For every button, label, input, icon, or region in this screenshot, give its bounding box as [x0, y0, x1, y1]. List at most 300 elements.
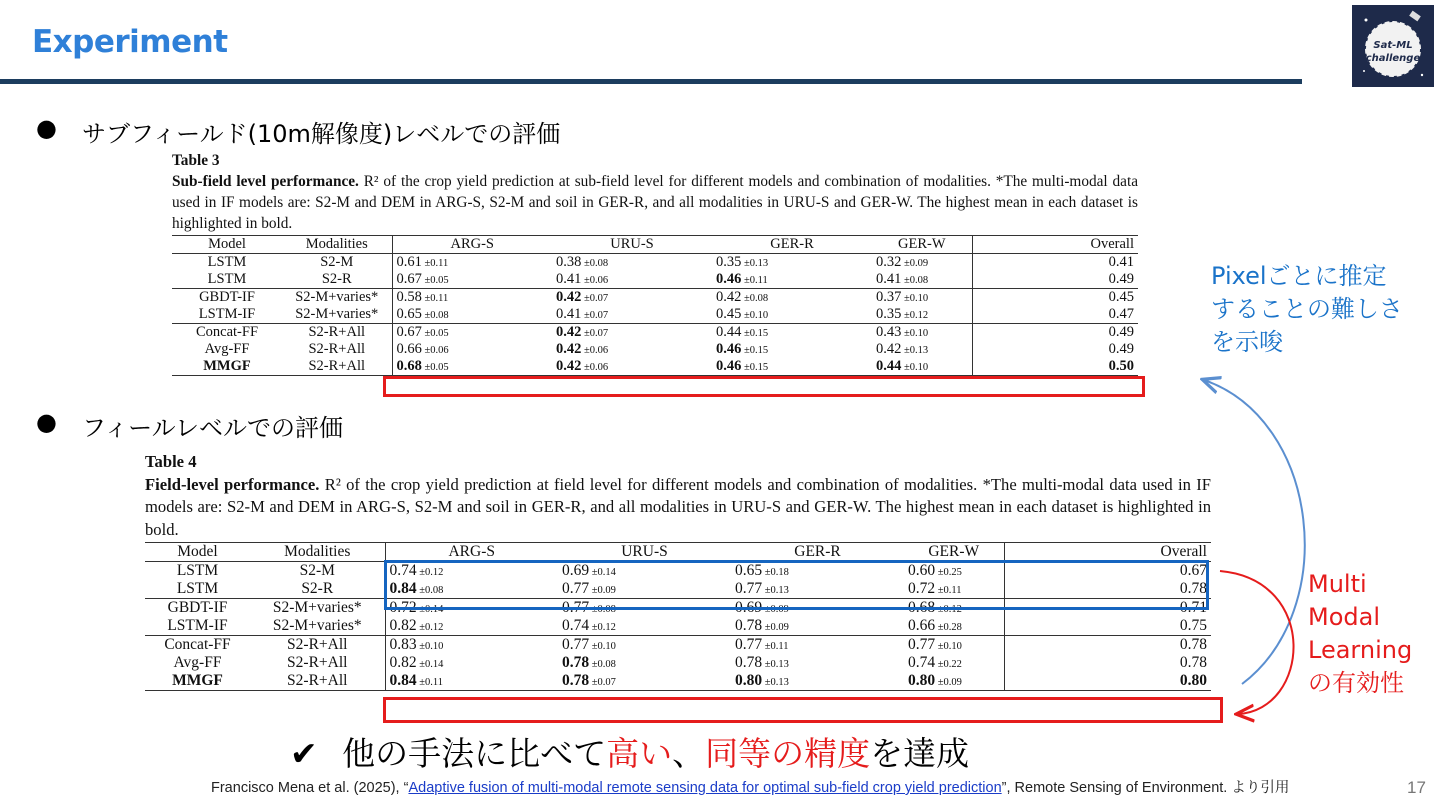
title-divider	[0, 79, 1302, 84]
modalities-cell-value: S2-R+All	[308, 341, 366, 357]
model-cell	[145, 617, 250, 636]
score-cell	[872, 324, 972, 342]
overall-cell	[972, 324, 1138, 342]
column-header: Model	[145, 543, 250, 562]
score-std: ±0.18	[762, 567, 789, 578]
score-std: ±0.05	[421, 328, 449, 339]
score-std: ±0.11	[416, 677, 443, 688]
score-std: ±0.28	[935, 622, 962, 633]
score-std: ±0.10	[901, 293, 929, 304]
score-mean: 0.35	[716, 254, 742, 270]
score-cell	[872, 341, 972, 358]
column-header: GER-R	[712, 236, 872, 254]
score-mean: 0.78	[735, 654, 763, 671]
model-cell-value: Avg-FF	[204, 341, 250, 357]
score-mean: 0.41	[556, 306, 582, 322]
overall-cell-value: 0.49	[1108, 341, 1134, 357]
score-mean: 0.44	[716, 324, 742, 340]
score-cell	[385, 636, 558, 655]
score-std: ±0.08	[589, 604, 616, 615]
score-mean: 0.42	[556, 289, 582, 305]
score-mean: 0.38	[556, 254, 582, 270]
score-cell	[385, 672, 558, 691]
note-line: Pixelごとに推定	[1211, 262, 1387, 290]
score-cell	[904, 654, 1004, 672]
score-mean: 0.78	[562, 654, 590, 671]
bullet-field	[36, 408, 343, 443]
column-header: Modalities	[282, 236, 392, 254]
score-mean: 0.42	[716, 289, 742, 305]
note-line: Modal	[1308, 603, 1380, 631]
score-mean: 0.42	[876, 341, 902, 357]
column-header: Overall	[1004, 543, 1211, 562]
table4-mmgf-highlight	[383, 697, 1223, 723]
score-std: ±0.13	[901, 345, 929, 356]
score-cell	[731, 672, 904, 691]
modalities-cell-value: S2-R+All	[287, 672, 348, 689]
score-cell	[872, 254, 972, 272]
column-header: GER-W	[904, 543, 1004, 562]
score-std: ±0.09	[901, 258, 929, 269]
score-std: ±0.07	[581, 293, 609, 304]
conclusion-text-1: 他の手法に比べて	[342, 734, 607, 773]
overall-cell-value: 0.47	[1108, 306, 1134, 322]
column-header: Model	[172, 236, 282, 254]
score-cell	[558, 672, 731, 691]
table-row	[145, 672, 1211, 691]
model-cell-value: MMGF	[172, 672, 223, 689]
score-cell	[904, 672, 1004, 691]
score-std: ±0.11	[935, 585, 962, 596]
score-std: ±0.13	[741, 258, 769, 269]
modalities-cell	[250, 617, 385, 636]
score-std: ±0.10	[589, 641, 616, 652]
modalities-cell-value: S2-M	[320, 254, 354, 270]
bullet-subfield	[36, 114, 561, 149]
score-std: ±0.10	[741, 310, 769, 321]
score-std: ±0.14	[416, 659, 444, 670]
score-mean: 0.42	[556, 341, 582, 357]
overall-cell	[972, 306, 1138, 324]
score-cell	[558, 617, 731, 636]
score-cell	[392, 324, 552, 342]
modalities-cell-value: S2-M+varies*	[295, 306, 379, 322]
score-std: ±0.09	[935, 677, 962, 688]
score-cell	[552, 289, 712, 307]
modalities-cell	[282, 271, 392, 289]
score-std: ±0.11	[741, 275, 768, 286]
overall-cell-value: 0.49	[1108, 324, 1134, 340]
score-cell	[552, 306, 712, 324]
score-mean: 0.77	[735, 580, 763, 597]
score-std: ±0.22	[935, 659, 962, 670]
score-cell	[731, 636, 904, 655]
modalities-cell	[282, 324, 392, 342]
model-cell	[172, 271, 282, 289]
score-mean: 0.77	[735, 636, 763, 653]
score-cell	[552, 254, 712, 272]
score-std: ±0.12	[901, 310, 929, 321]
overall-cell	[1004, 636, 1211, 655]
citation	[211, 776, 1289, 797]
overall-cell	[1004, 617, 1211, 636]
score-std: ±0.08	[589, 659, 616, 670]
score-cell	[392, 341, 552, 358]
table-row	[172, 306, 1138, 324]
overall-cell-value: 0.45	[1108, 289, 1134, 305]
score-std: ±0.09	[762, 604, 789, 615]
score-mean: 0.80	[735, 672, 763, 689]
conclusion-text-2: 高い	[606, 734, 673, 773]
table3	[172, 235, 1138, 376]
score-mean: 0.42	[556, 358, 582, 374]
model-cell-value: GBDT-IF	[199, 289, 255, 305]
score-cell	[731, 617, 904, 636]
modalities-cell-value: S2-R+All	[287, 636, 348, 653]
score-mean: 0.77	[562, 580, 590, 597]
score-cell	[392, 358, 552, 376]
score-std: ±0.08	[901, 275, 929, 286]
overall-cell	[972, 254, 1138, 272]
model-cell-value: LSTM-IF	[167, 617, 228, 634]
score-cell	[712, 358, 872, 376]
modalities-cell-value: S2-R+All	[308, 324, 366, 340]
table-row	[172, 324, 1138, 342]
score-std: ±0.06	[581, 275, 609, 286]
table3-header-row	[172, 236, 1138, 254]
column-header: URU-S	[552, 236, 712, 254]
score-mean: 0.83	[389, 636, 417, 653]
model-cell-value: GBDT-IF	[167, 599, 228, 616]
table3-block	[172, 150, 1138, 376]
score-mean: 0.77	[908, 636, 936, 653]
score-mean: 0.69	[562, 562, 590, 579]
model-cell	[145, 580, 250, 599]
score-std: ±0.12	[935, 604, 962, 615]
model-cell	[145, 654, 250, 672]
score-std: ±0.07	[581, 328, 609, 339]
score-mean: 0.42	[556, 324, 582, 340]
modalities-cell-value: S2-M+varies*	[272, 599, 362, 616]
overall-cell-value: 0.41	[1108, 254, 1134, 270]
score-std: ±0.10	[901, 328, 929, 339]
conclusion-text-4: 同等の精度	[705, 734, 871, 773]
table3-caption	[172, 150, 1138, 234]
score-mean: 0.58	[396, 289, 422, 305]
score-mean: 0.84	[389, 580, 417, 597]
model-cell-value: Avg-FF	[173, 654, 222, 671]
model-cell	[172, 358, 282, 376]
overall-cell	[972, 271, 1138, 289]
score-mean: 0.80	[908, 672, 936, 689]
column-header: Overall	[972, 236, 1138, 254]
column-header: GER-W	[872, 236, 972, 254]
score-std: ±0.10	[416, 641, 444, 652]
score-std: ±0.11	[421, 293, 449, 304]
modalities-cell-value: S2-R	[321, 271, 352, 287]
score-std: ±0.08	[581, 258, 609, 269]
red-arrow-to-table4	[1220, 571, 1294, 714]
citation-prefix: Francisco Mena et al. (2025), “	[211, 780, 409, 796]
score-std: ±0.12	[416, 567, 444, 578]
score-cell	[552, 324, 712, 342]
score-cell	[558, 654, 731, 672]
score-mean: 0.43	[876, 324, 902, 340]
table-row	[145, 636, 1211, 655]
score-mean: 0.78	[562, 672, 590, 689]
model-cell-value: LSTM-IF	[198, 306, 256, 322]
score-mean: 0.32	[876, 254, 902, 270]
modalities-cell	[282, 306, 392, 324]
check-icon: ✔	[290, 734, 318, 773]
column-header: URU-S	[558, 543, 731, 562]
overall-cell-value: 0.78	[1179, 654, 1207, 671]
score-mean: 0.82	[389, 654, 417, 671]
score-mean: 0.44	[876, 358, 902, 374]
overall-cell-value: 0.49	[1108, 271, 1134, 287]
table3-mmgf-highlight	[383, 376, 1145, 397]
score-cell	[552, 341, 712, 358]
modalities-cell	[250, 562, 385, 581]
conclusion-line	[290, 728, 969, 775]
score-std: ±0.11	[421, 258, 449, 269]
table-row	[145, 654, 1211, 672]
score-cell	[392, 254, 552, 272]
overall-cell	[1004, 654, 1211, 672]
score-std: ±0.13	[762, 677, 789, 688]
overall-cell	[972, 341, 1138, 358]
bullet-field-text: フィールレベルでの評価	[82, 414, 343, 442]
citation-suffix: ”, Remote Sensing of Environment. より引用	[1001, 780, 1290, 796]
column-header: ARG-S	[385, 543, 558, 562]
table3-number: Table 3	[172, 152, 220, 169]
score-mean: 0.67	[396, 271, 422, 287]
score-std: ±0.14	[589, 567, 616, 578]
slide-title: Experiment	[32, 24, 228, 60]
score-std: ±0.10	[901, 362, 929, 373]
score-mean: 0.74	[562, 617, 590, 634]
overall-cell-value: 0.78	[1179, 636, 1207, 653]
score-cell	[872, 358, 972, 376]
score-mean: 0.45	[716, 306, 742, 322]
score-cell	[385, 617, 558, 636]
score-std: ±0.08	[416, 585, 444, 596]
table4-caption	[145, 451, 1211, 541]
score-mean: 0.46	[716, 271, 742, 287]
modalities-cell-value: S2-M+varies*	[272, 617, 362, 634]
model-cell-value: LSTM	[207, 271, 247, 287]
score-cell	[385, 654, 558, 672]
score-std: ±0.15	[741, 345, 769, 356]
score-mean: 0.74	[908, 654, 936, 671]
modalities-cell-value: S2-R+All	[287, 654, 348, 671]
model-cell	[172, 254, 282, 272]
modalities-cell	[250, 580, 385, 599]
modalities-cell-value: S2-R+All	[308, 358, 366, 374]
score-mean: 0.77	[562, 636, 590, 653]
svg-text:Sat-ML: Sat-ML	[1373, 40, 1413, 51]
score-cell	[872, 289, 972, 307]
table4-lstm-highlight	[384, 560, 1209, 610]
model-cell-value: Concat-FF	[164, 636, 231, 653]
overall-cell-value: 0.71	[1179, 599, 1207, 616]
model-cell-value: MMGF	[203, 358, 251, 374]
table4-header-row	[145, 543, 1211, 562]
table4-caption-bold: Field-level performance.	[145, 474, 320, 494]
model-cell	[172, 324, 282, 342]
score-std: ±0.09	[762, 622, 789, 633]
table-row	[172, 254, 1138, 272]
score-cell	[712, 271, 872, 289]
pixel-difficulty-note	[1211, 260, 1403, 359]
model-cell	[145, 599, 250, 618]
score-cell	[712, 341, 872, 358]
score-cell	[558, 636, 731, 655]
score-mean: 0.78	[735, 617, 763, 634]
modalities-cell	[250, 599, 385, 618]
score-cell	[392, 271, 552, 289]
score-mean: 0.37	[876, 289, 902, 305]
score-std: ±0.08	[741, 293, 769, 304]
blue-arrow-to-table3	[1204, 380, 1305, 684]
score-mean: 0.77	[562, 599, 590, 616]
score-std: ±0.10	[935, 641, 962, 652]
score-mean: 0.65	[735, 562, 763, 579]
modalities-cell	[250, 672, 385, 691]
model-cell-value: LSTM	[176, 580, 219, 597]
score-mean: 0.68	[908, 599, 936, 616]
score-cell	[904, 617, 1004, 636]
model-cell-value: LSTM	[207, 254, 247, 270]
score-mean: 0.67	[396, 324, 422, 340]
score-std: ±0.11	[762, 641, 789, 652]
score-cell	[731, 654, 904, 672]
score-mean: 0.82	[389, 617, 417, 634]
table4-number: Table 4	[145, 452, 197, 471]
score-std: ±0.06	[581, 362, 609, 373]
modalities-cell	[250, 654, 385, 672]
score-std: ±0.06	[421, 345, 449, 356]
score-mean: 0.41	[556, 271, 582, 287]
model-cell	[172, 306, 282, 324]
score-std: ±0.08	[421, 310, 449, 321]
score-mean: 0.46	[716, 358, 742, 374]
score-cell	[552, 271, 712, 289]
score-mean: 0.46	[716, 341, 742, 357]
score-mean: 0.69	[735, 599, 763, 616]
overall-cell-value: 0.75	[1179, 617, 1207, 634]
score-std: ±0.15	[741, 328, 769, 339]
score-mean: 0.68	[396, 358, 422, 374]
score-cell	[552, 358, 712, 376]
score-std: ±0.15	[741, 362, 769, 373]
score-mean: 0.84	[389, 672, 417, 689]
note-line: Multi	[1308, 570, 1367, 598]
overall-cell-value: 0.50	[1108, 358, 1134, 374]
score-cell	[872, 306, 972, 324]
score-std: ±0.13	[762, 585, 789, 596]
score-cell	[872, 271, 972, 289]
column-header: ARG-S	[392, 236, 552, 254]
column-header: GER-R	[731, 543, 904, 562]
score-mean: 0.41	[876, 271, 902, 287]
score-mean: 0.74	[389, 562, 417, 579]
score-mean: 0.35	[876, 306, 902, 322]
score-cell	[392, 289, 552, 307]
score-mean: 0.66	[396, 341, 422, 357]
table-row	[172, 289, 1138, 307]
modalities-cell	[282, 289, 392, 307]
modalities-cell	[282, 341, 392, 358]
model-cell	[145, 672, 250, 691]
score-cell	[712, 254, 872, 272]
score-mean: 0.65	[396, 306, 422, 322]
modalities-cell-value: S2-M	[299, 562, 335, 579]
note-line: を示唆	[1211, 328, 1283, 356]
conclusion-text-3: 、	[672, 734, 706, 773]
page-number: 17	[1407, 778, 1426, 797]
overall-cell	[1004, 672, 1211, 691]
note-line: の有効性	[1308, 669, 1404, 697]
model-cell	[172, 289, 282, 307]
score-std: ±0.05	[421, 275, 449, 286]
bullet-subfield-text: サブフィールド(10m解像度)レベルでの評価	[82, 120, 561, 148]
table-row	[172, 271, 1138, 289]
model-cell	[172, 341, 282, 358]
score-cell	[712, 306, 872, 324]
score-std: ±0.12	[416, 622, 444, 633]
overall-cell	[972, 289, 1138, 307]
score-mean: 0.72	[908, 580, 936, 597]
svg-text:challenge: challenge	[1365, 53, 1421, 64]
modalities-cell-value: S2-R	[301, 580, 334, 597]
score-std: ±0.06	[581, 345, 609, 356]
column-header: Modalities	[250, 543, 385, 562]
score-cell	[392, 306, 552, 324]
score-std: ±0.13	[762, 659, 789, 670]
overall-cell	[972, 358, 1138, 376]
table-row	[172, 341, 1138, 358]
table4-caption-text: R² of the crop yield prediction at field level for different models and combination of modalities. *The multi-modal data used in IF models are: S2-M and DEM in ARG-S, S2-M and soil in GER-R, and all modalities in URU-S and GER-W. The highest mean in each dataset is highlighted in bold.	[145, 474, 1212, 539]
paper-link[interactable]: Adaptive fusion of multi-modal remote sensing data for optimal sub-field crop yield prediction	[408, 780, 1002, 796]
model-cell-value: LSTM	[176, 562, 219, 579]
overall-cell-value: 0.67	[1179, 562, 1207, 579]
score-std: ±0.07	[581, 310, 609, 321]
bullet-dot: ●	[36, 114, 57, 142]
score-mean: 0.60	[908, 562, 936, 579]
model-cell	[145, 636, 250, 655]
modalities-cell-value: S2-M+varies*	[295, 289, 379, 305]
score-cell	[712, 324, 872, 342]
note-line: Learning	[1308, 636, 1413, 664]
score-std: ±0.05	[421, 362, 449, 373]
note-line: することの難しさ	[1211, 295, 1403, 323]
score-mean: 0.66	[908, 617, 936, 634]
overall-cell-value: 0.80	[1179, 672, 1207, 689]
score-std: ±0.09	[589, 585, 616, 596]
score-cell	[904, 636, 1004, 655]
conclusion-text-5: を達成	[870, 734, 970, 773]
modalities-cell	[282, 358, 392, 376]
score-std: ±0.12	[589, 622, 616, 633]
score-mean: 0.72	[389, 599, 417, 616]
bullet-dot: ●	[36, 408, 57, 436]
model-cell	[145, 562, 250, 581]
score-std: ±0.25	[935, 567, 962, 578]
table-row	[172, 358, 1138, 376]
multimodal-note	[1308, 568, 1412, 700]
modalities-cell	[250, 636, 385, 655]
